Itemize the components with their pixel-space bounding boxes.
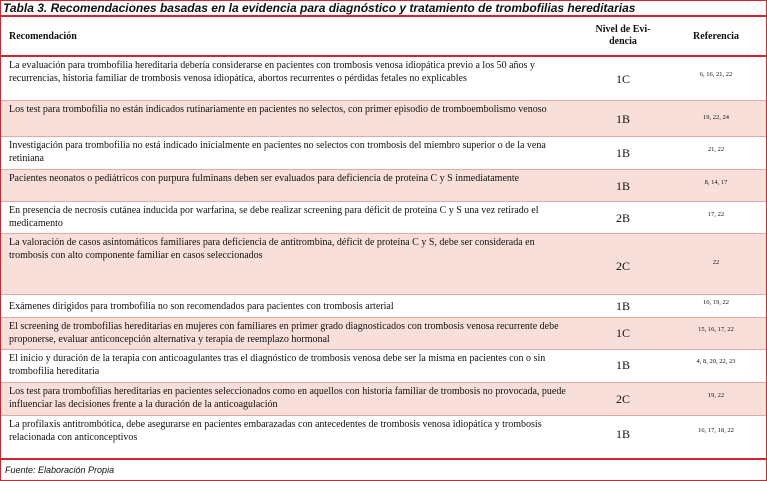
row-recomendacion: Los test para trombofilias hereditarias en pacientes seleccionados como en aquellos con historia familiar de trombosis no provocada, puede influenciar las decisiones frente a la duración de la anticoagulación [9,386,566,410]
table-row [1,416,766,453]
row-referencia: 8, 14, 17 [704,179,728,186]
table-row [1,234,766,295]
row-recomendacion: La valoración de casos asintomáticos familiares para deficiencia de antitrombina, déficit de proteína C y S, debe ser considerada en trombosis con alto componente familiar en casos seleccionados [9,237,535,261]
header-nivel-line2: dencia [609,36,637,47]
table-row [1,383,766,416]
row-referencia: 4, 8, 20, 22, 23 [696,358,736,365]
table-row [1,170,766,202]
row-recomendacion: Los test para trombofilia no están indicados rutinariamente en pacientes no selectos, con primer episodio de tromboembolismo venoso [9,104,547,115]
row-nivel: 1B [615,358,630,372]
row-nivel: 1B [615,146,630,160]
row-referencia: 21, 22 [707,146,725,153]
table-body [1,57,766,453]
row-recomendacion: La profilaxis antitrombótica, debe asegurarse en pacientes embarazadas con antecedentes de trombosis venosa idiopática y trombosis relacionada con anticonceptivos [9,419,542,443]
row-recomendacion: El screening de trombofilias hereditarias en mujeres con familiares en primer grado diagnosticados con trombosis venosa recurrente debe proponerse, evaluar anticoncepción alternativa y terapia de reemplazo hormonal [9,321,559,345]
row-nivel: 2C [615,392,630,406]
table-header [1,19,766,57]
row-referencia: 19, 22, 24 [703,114,729,121]
table-row [1,318,766,350]
table-row [1,295,766,318]
table-row [1,350,766,383]
row-recomendacion: Pacientes neonatos o pediátricos con purpura fulminans deben ser evaluados para deficiencia de proteína C y S inmediatamente [9,173,520,184]
row-referencia: 16, 19, 22 [703,299,729,306]
table-footer: Fuente: Elaboración Propia [1,458,766,480]
row-recomendacion: Investigación para trombofilia no está indicado inicialmente en pacientes no selectos con trombosis del miembro superior o de la vena retiniana [9,140,546,164]
row-recomendacion: La evaluación para trombofilia hereditaria debería considerarse en pacientes con trombosis venosa idiopática previo a los 50 años y recurrencias, historia familiar de trombosis venosa idiopática, abortos recurrentes o pérdidas fetales no explicables [9,60,535,84]
table-row [1,101,766,137]
row-nivel: 1B [615,112,630,126]
row-nivel: 2B [615,211,630,225]
row-recomendacion: Exámenes dirigidos para trombofilia no son recomendados para pacientes con trombosis arterial [9,301,394,312]
header-nivel-line1: Nivel de Evi- [595,24,651,35]
row-referencia: 6, 16, 21, 22 [699,71,733,78]
header-nivel [578,24,668,48]
row-nivel: 1B [615,299,630,313]
row-recomendacion: El inicio y duración de la terapia con anticoagulantes tras el diagnóstico de trombosis venosa debe ser la misma en pacientes con o sin trombofilia hereditaria [9,353,546,377]
row-nivel: 1B [615,179,630,193]
header-referencia: Referencia [693,31,739,42]
row-nivel: 1C [615,72,630,86]
row-recomendacion: En presencia de necrosis cutánea inducida por warfarina, se debe realizar screening para déficit de proteína C y S una vez retirado el medicamento [9,205,539,229]
table-title: Tabla 3. Recomendaciones basadas en la evidencia para diagnóstico y tratamiento de trombofilias hereditarias [1,1,766,17]
row-referencia: 17, 22 [707,211,725,218]
row-referencia: 22 [712,259,720,266]
row-referencia: 15, 16, 17, 22 [698,326,734,333]
table-row [1,137,766,170]
row-nivel: 1C [615,326,630,340]
table-row [1,202,766,234]
row-nivel: 1B [615,427,630,441]
table-row [1,57,766,101]
row-referencia: 16, 17, 18, 22 [698,427,734,434]
header-recomendacion: Recomendación [9,31,77,42]
row-nivel: 2C [615,259,630,273]
row-referencia: 19, 22 [707,392,725,399]
